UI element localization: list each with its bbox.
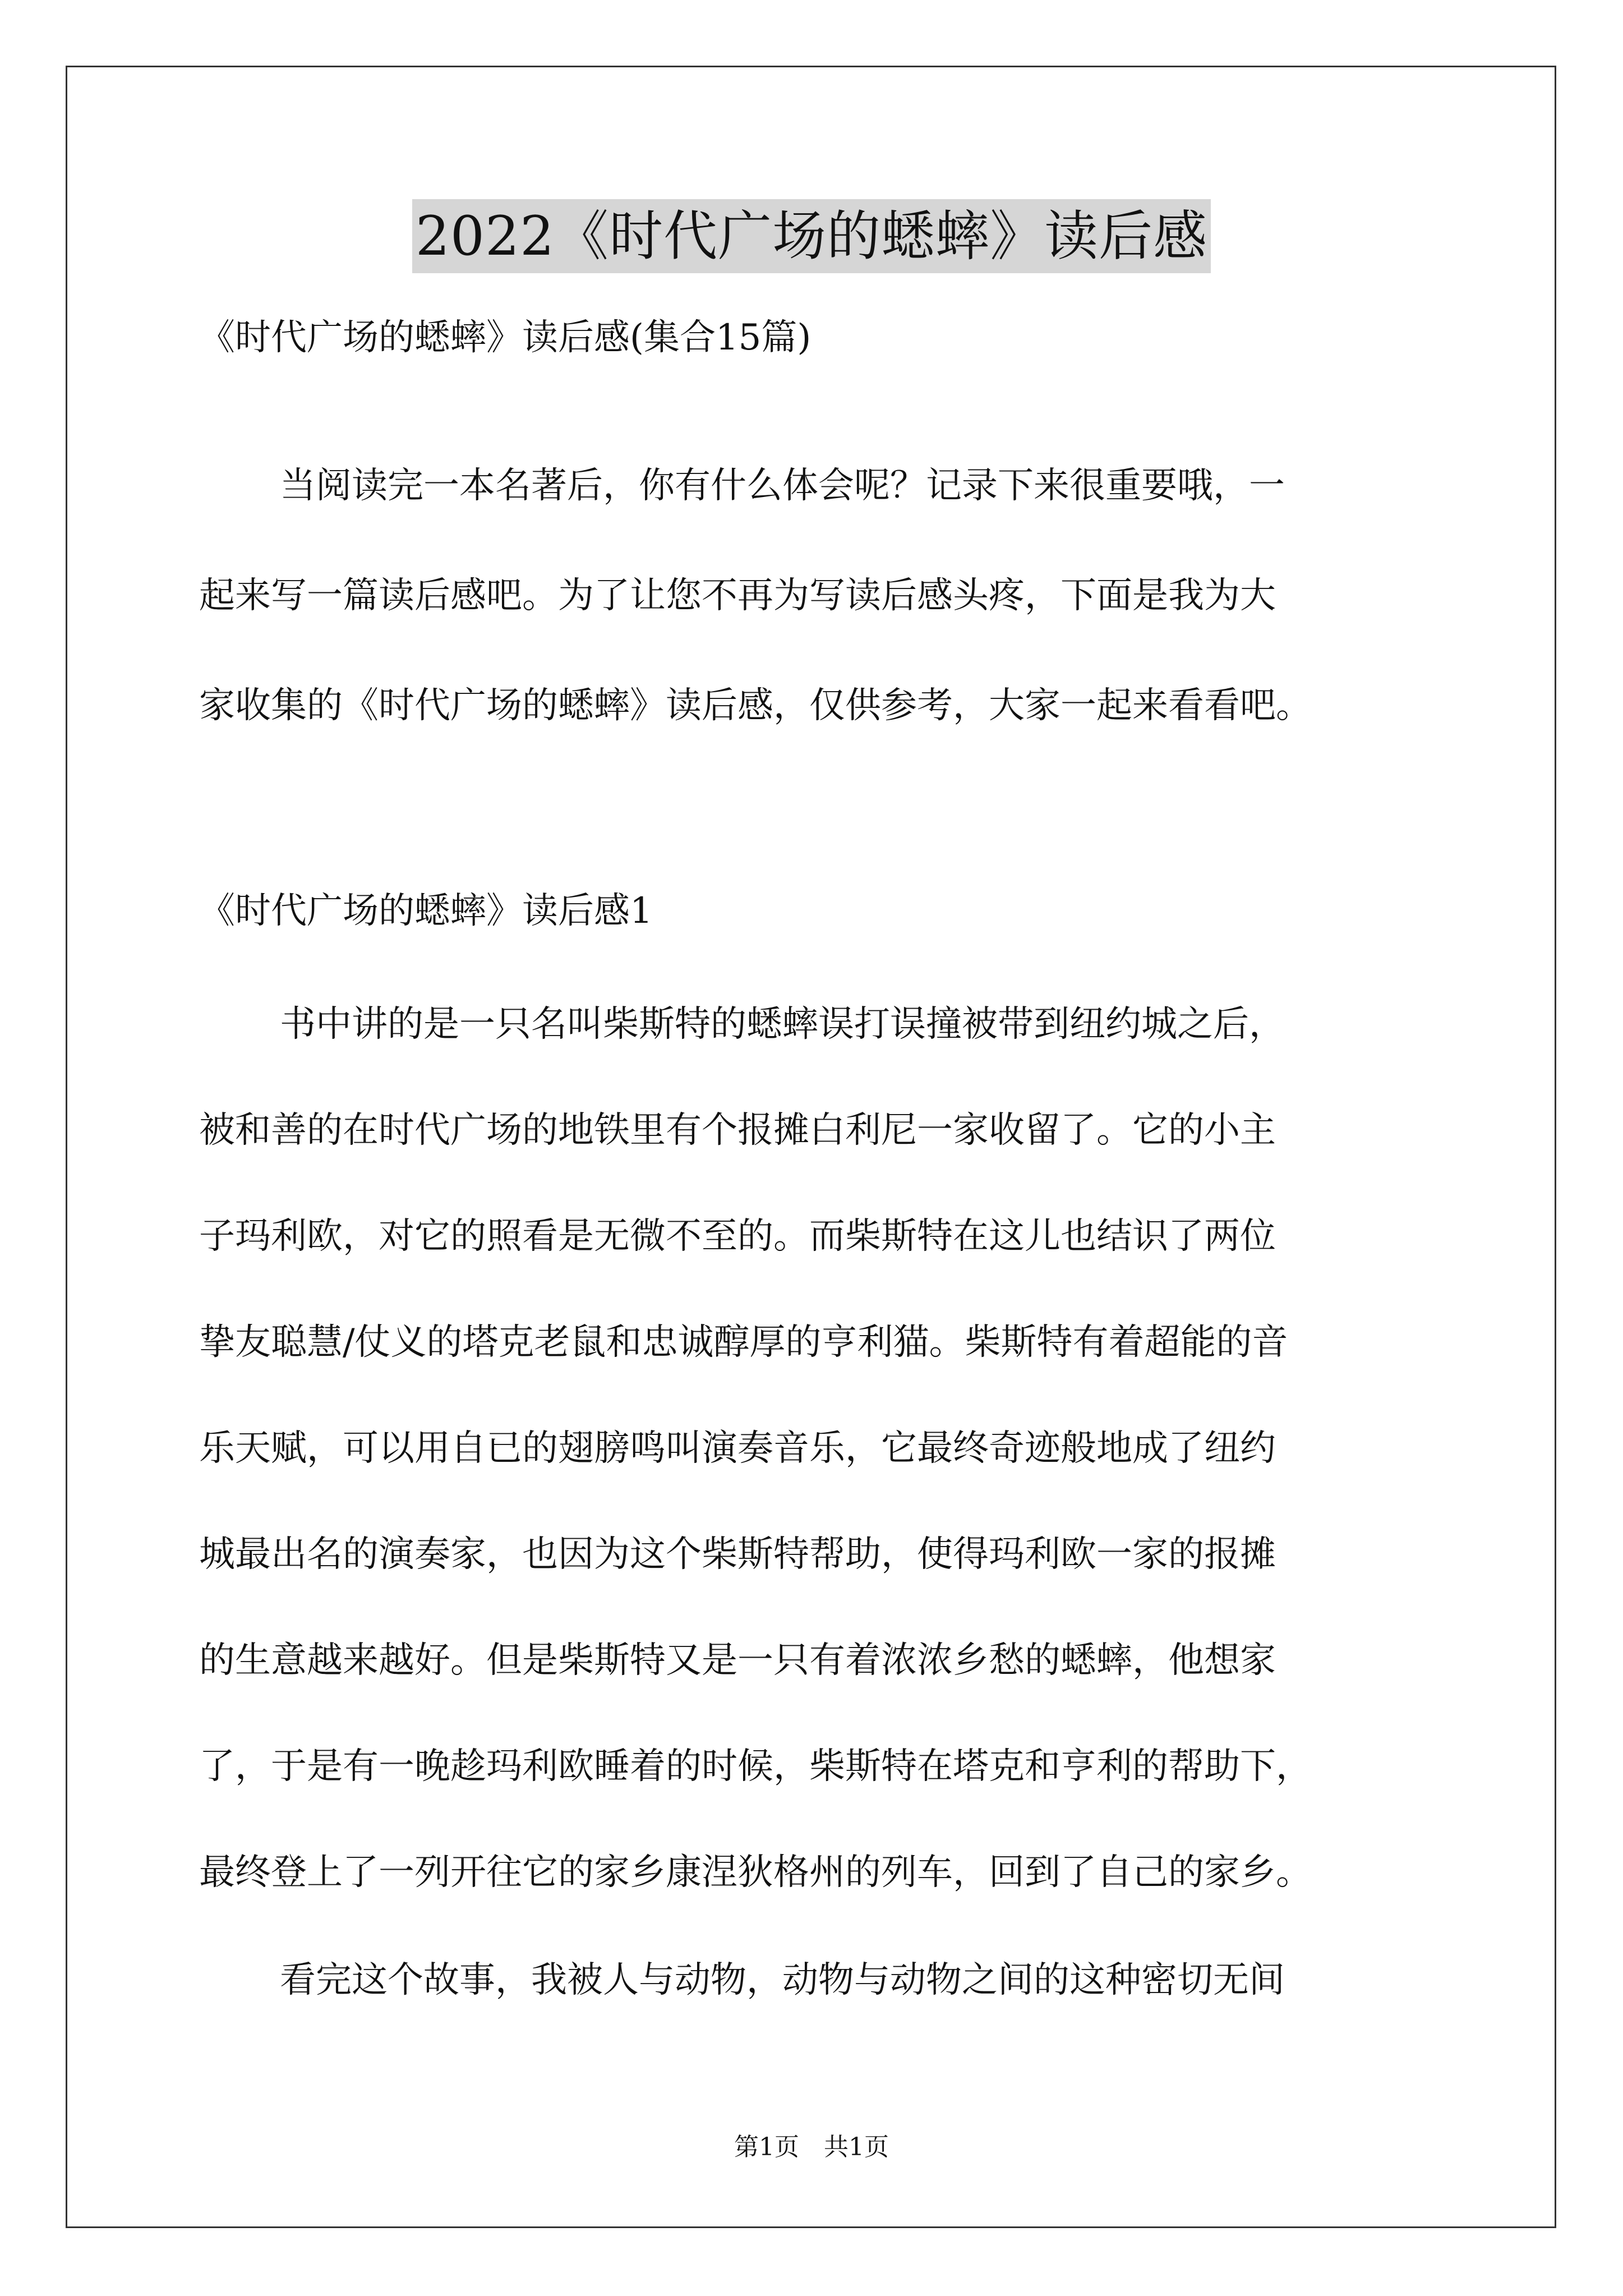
body-line-5: 乐天赋，可以用自已的翅膀鸣叫演奏音乐，它最终奇迹般地成了纽约 [199,1428,1276,1469]
body-line-7: 的生意越来越好。但是柴斯特又是一只有着浓浓乡愁的蟋蟀，他想家 [199,1640,1276,1681]
intro-line-2: 起来写一篇读后感吧。为了让您不再为写读后感头疼，下面是我为大 [199,575,1276,616]
intro-line-3: 家收集的《时代广场的蟋蟀》读后感，仅供参考，大家一起来看看吧。 [199,685,1312,726]
body-line-4: 挚友聪慧/仗义的塔克老鼠和忠诚醇厚的亨利猫。柴斯特有着超能的音 [199,1322,1288,1363]
body-line-3: 子玛利欧，对它的照看是无微不至的。而柴斯特在这儿也结识了两位 [199,1216,1276,1257]
body-line-9: 最终登上了一列开往它的家乡康涅狄格州的列车，回到了自己的家乡。 [199,1852,1312,1893]
intro-line-1: 当阅读完一本名著后，你有什么体会呢？记录下来很重要哦，一 [280,465,1285,507]
body-line-6: 城最出名的演奏家，也因为这个柴斯特帮助，使得玛利欧一家的报摊 [199,1534,1276,1575]
document-title: 2022《时代广场的蟋蟀》读后感 [412,199,1211,273]
title-container [0,199,1623,273]
body-line-8: 了，于是有一晚趁玛利欧睡着的时候，柴斯特在塔克和亨利的帮助下， [199,1746,1312,1787]
body-line-1: 书中讲的是一只名叫柴斯特的蟋蟀误打误撞被带到纽约城之后， [280,1004,1285,1045]
body-line-10: 看完这个故事，我被人与动物，动物与动物之间的这种密切无间 [280,1959,1285,2001]
page-footer: 第1页 共1页 [734,2133,889,2161]
body-line-2: 被和善的在时代广场的地铁里有个报摊白利尼一家收留了。它的小主 [199,1110,1276,1151]
document-subtitle: 《时代广场的蟋蟀》读后感(集合15篇) [199,317,811,358]
section-heading: 《时代广场的蟋蟀》读后感1 [199,890,653,932]
